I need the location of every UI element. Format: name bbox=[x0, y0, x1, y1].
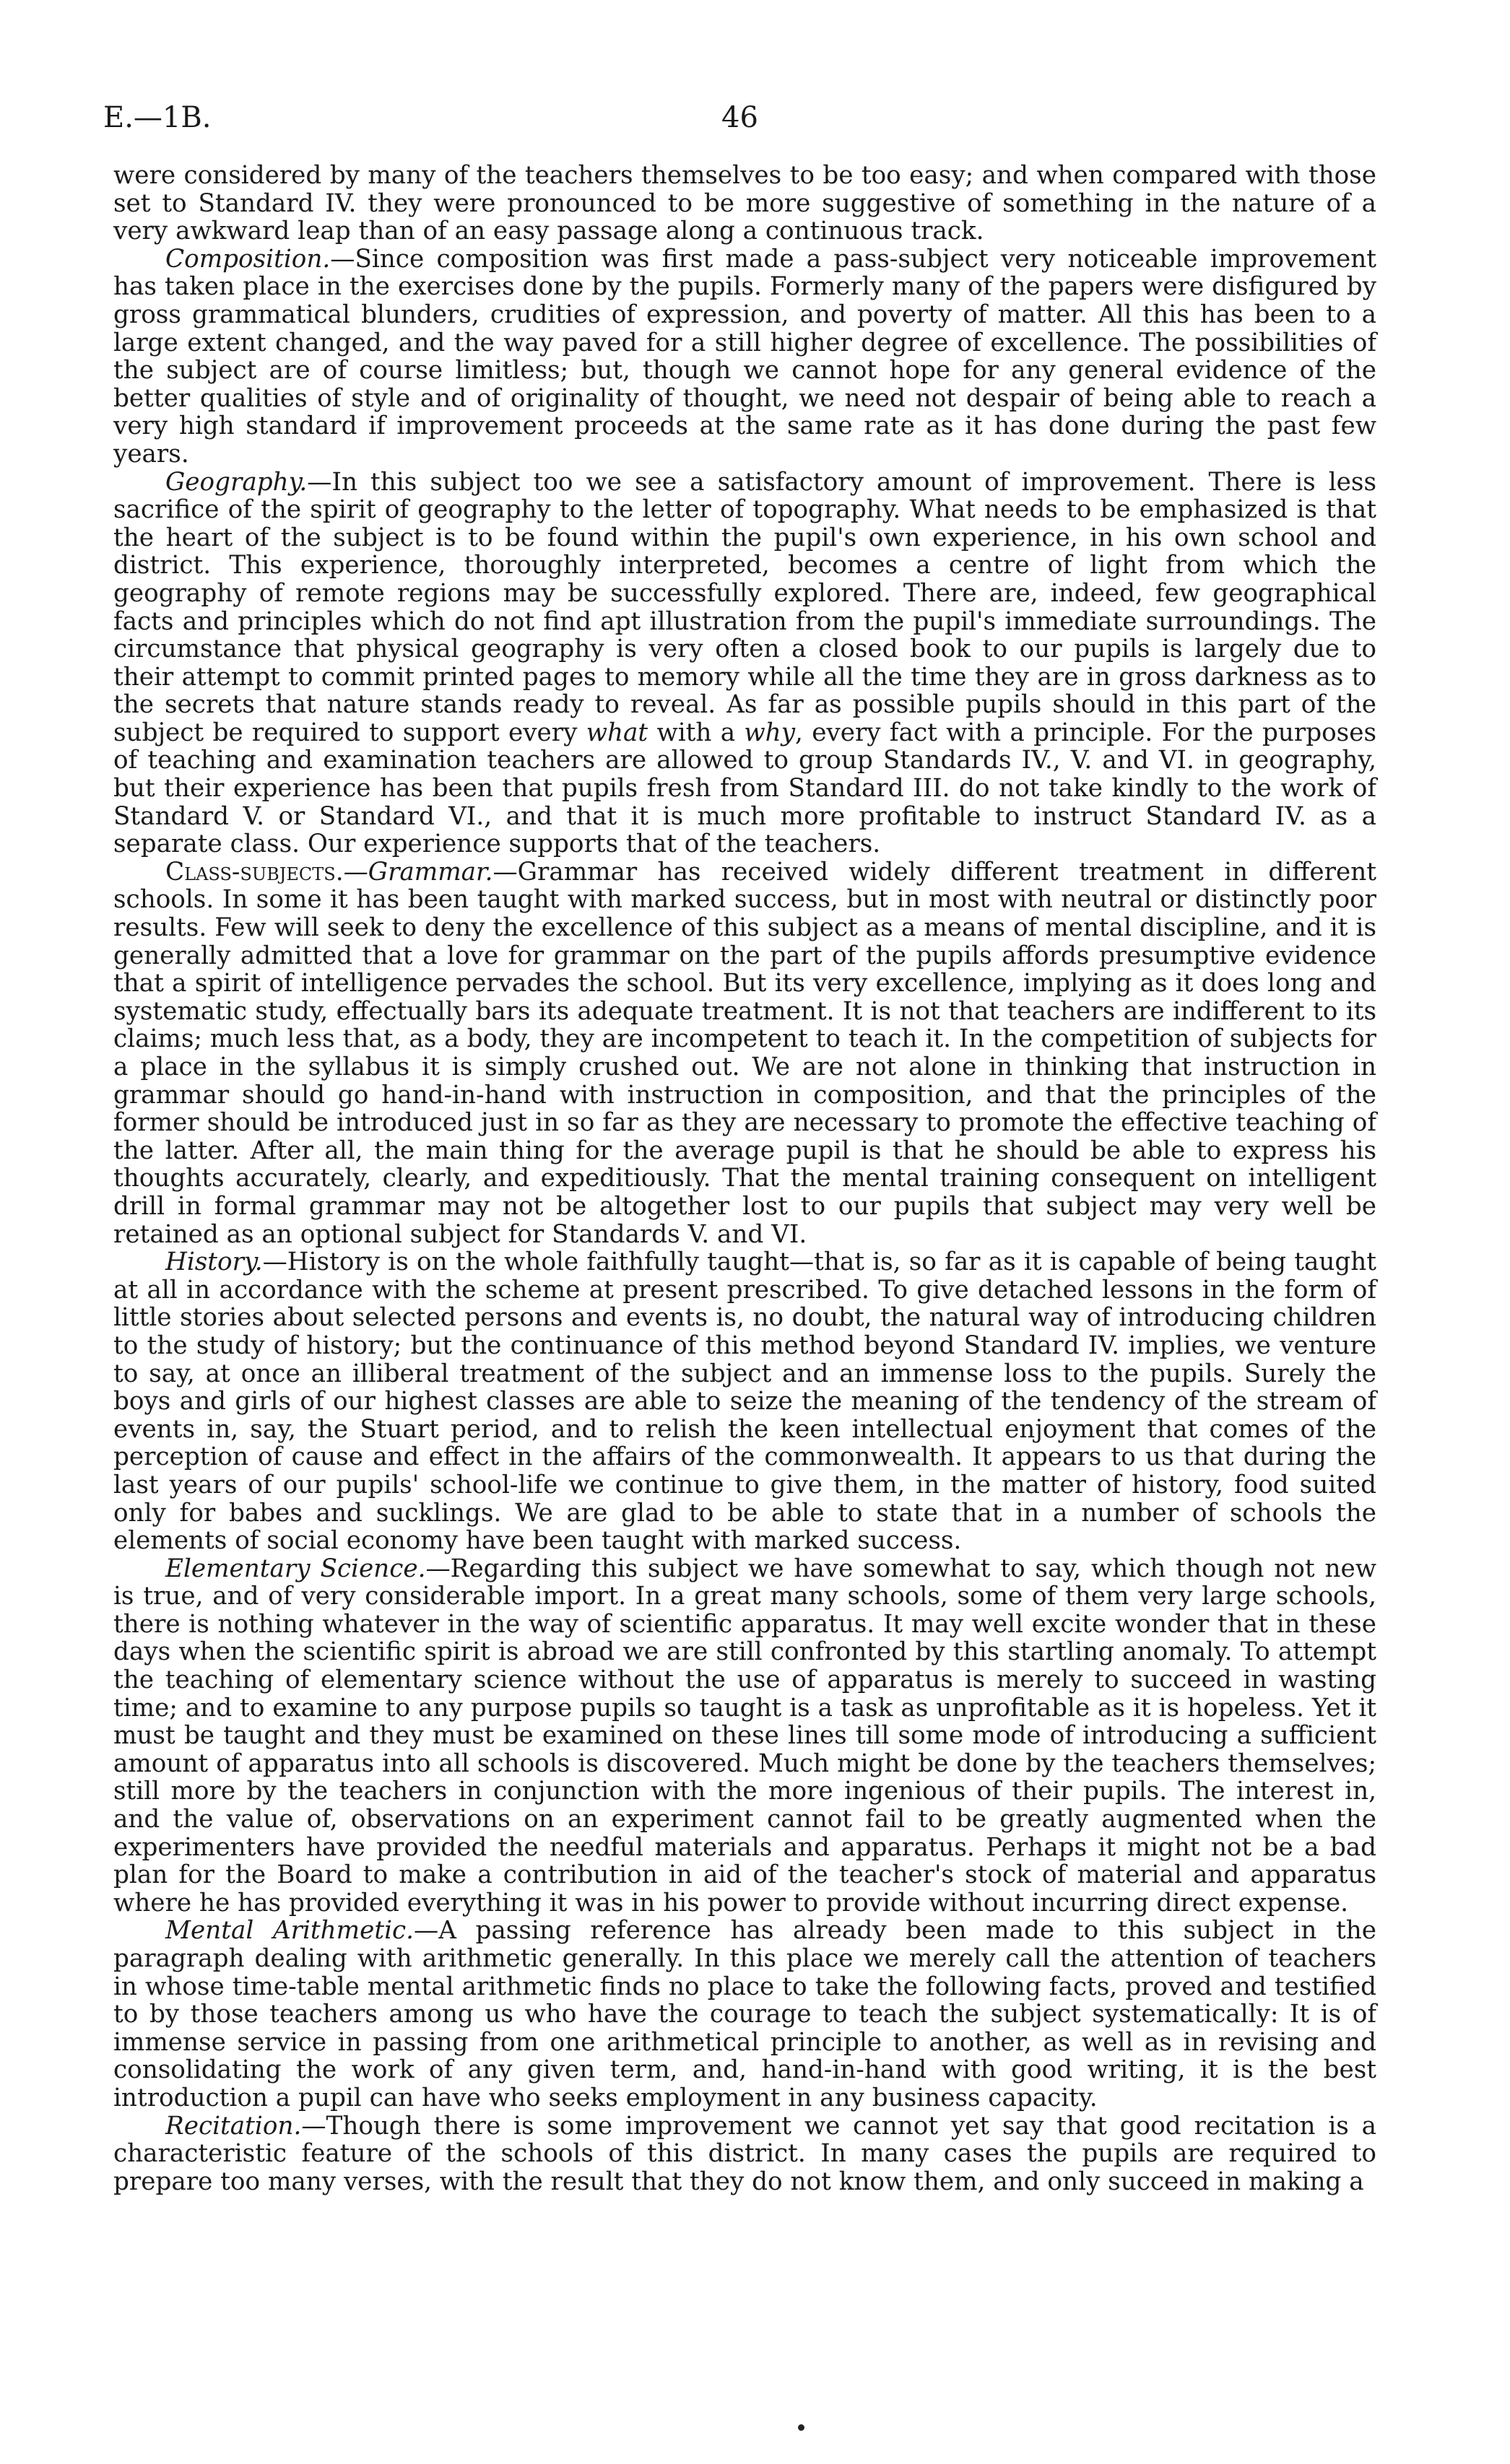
paragraph-text: —History is on the whole faithfully taught—that is, so far as it is capable of being taught at all in accordance with the scheme at present prescribed. To give detached lessons in the form of little stories about selected persons and events is, no doubt, the natural way of introducing children to the study of history; but the continuance of this method beyond Standard IV. implies, we venture to say, at once an illiberal treatment of the subject and an immense loss to the pupils. Surely the boys and girls of our highest classes are able to seize the meaning of the tendency of the stream of events in, say, the Stuart period, and to relish the keen intellectual enjoyment that comes of the perception of cause and effect in the affairs of the commonwealth. It appears to us that during the last years of our pupils' school-life we continue to give them, in the matter of history, food suited only for babes and sucklings. We are glad to be able to state that in a number of schools the elements of social economy have been taught with marked success. bbox=[113, 1248, 1376, 1556]
paragraph-text: —A passing reference has already been made to this subject in the paragraph dealing with arithmetic generally. In this place we merely call the attention of teachers in whose time-table mental arithmetic finds no place to take the following facts, proved and testified to by those teachers among us who have the courage to teach the subject systematically: It is of immense service in passing from one arithmetical principle to another, as well as in revising and consolidating the work of any given term, and, hand-in-hand with good writing, it is the best introduction a pupil can have who seeks employment in any business capacity. bbox=[113, 1916, 1376, 2112]
paragraph-text: were considered by many of the teachers themselves to be too easy; and when compared with those set to Standard IV. they were pronounced to be more suggestive of something in the nature of a very awkward leap than of an easy passage along a continuous track. bbox=[113, 161, 1376, 246]
emphasis-why: why bbox=[744, 718, 796, 747]
paragraph-text: —Grammar has received widely different treatment in different schools. In some it has been taught with marked success, but in most with neutral or distinctly poor results. Few will seek to deny the excellence of this subject as a means of mental discipline, and it is generally admitted that a love for grammar on the part of the pupils affords presumptive evidence that a spirit of intelligence pervades the school. But its very excellence, implying as it does long and systematic study, effectually bars its adequate treatment. It is not that teachers are indifferent to its claims; much less that, as a body, they are incompetent to teach it. In the competition of subjects for a place in the syllabus it is simply crushed out. We are not alone in thinking that instruction in grammar should go hand-in-hand with instruction in composition, and that the principles of the former should be introduced just in so far as they are necessary to promote the effective teaching of the latter. After all, the main thing for the average pupil is that he should be able to express his thoughts accurately, clearly, and expeditiously. That the mental training consequent on intelligent drill in formal grammar may not be altogether lost to our pupils that subject may very well be retained as an optional subject for Standards V. and VI. bbox=[113, 857, 1376, 1249]
page-footer-dot bbox=[798, 2424, 804, 2431]
paragraph-mental-arithmetic bbox=[113, 1917, 1376, 2112]
section-heading-recitation: Recitation. bbox=[165, 2111, 302, 2141]
paragraph-grammar bbox=[113, 858, 1376, 1248]
section-heading-elementary-science: Elementary Science. bbox=[165, 1554, 426, 1583]
paragraph-text: —Since composition was first made a pass-subject very noticeable improvement has taken place in the exercises done by the pupils. Formerly many of the papers were disfigured by gross grammatical blunders, crudities of expression, and poverty of matter. All this has been to a large extent changed, and the way paved for a still higher degree of excellence. The possibilities of the subject are of course limitless; but, though we cannot hope for any general evidence of the better qualities of style and of originality of thought, we need not despair of being able to reach a very high standard if improvement proceeds at the same rate as it has done during the past few years. bbox=[113, 244, 1376, 469]
paragraph-text: , every fact with a principle. For the purposes of teaching and examination teachers are allowed to group Standards IV., V. and VI. in geography, but their experience has been that pupils fresh from Standard III. do not take kindly to the work of Standard V. or Standard VI., and that it is much more profitable to instruct Standard IV. as a separate class. Our experience supports that of the teachers. bbox=[113, 718, 1376, 859]
page-number: 46 bbox=[721, 101, 758, 134]
paragraph-history bbox=[113, 1248, 1376, 1555]
emphasis-what: what bbox=[586, 718, 648, 747]
paragraph-elementary-science bbox=[113, 1555, 1376, 1917]
paragraph-composition bbox=[113, 245, 1376, 469]
section-heading-grammar: —Grammar. bbox=[343, 857, 493, 887]
paragraph-text: —Though there is some improvement we cannot yet say that good recitation is a characteristic feature of the schools of this district. In many cases the pupils are required to prepare too many verses, with the result that they do not know them, and only succeed in making a bbox=[113, 2111, 1376, 2196]
section-heading-class-subjects: Class-subjects. bbox=[165, 857, 344, 887]
page-header bbox=[103, 101, 1376, 144]
paragraph-recitation bbox=[113, 2112, 1376, 2196]
body-text bbox=[113, 162, 1376, 2195]
document-id: E.—1B. bbox=[103, 101, 212, 134]
section-heading-mental-arithmetic: Mental Arithmetic. bbox=[165, 1916, 415, 1946]
section-heading-composition: Composition. bbox=[165, 244, 331, 274]
paragraph-text: —In this subject too we see a satisfactory amount of improvement. There is less sacrifice of the spirit of geography to the letter of topography. What needs to be emphasized is that the heart of the subject is to be found within the pupil's own experience, in his own school and district. This experience, thoroughly interpreted, becomes a centre of light from which the geography of remote regions may be successfully explored. There are, indeed, few geographical facts and principles which do not find apt illustration from the pupil's immediate surroundings. The circumstance that physical geography is very often a closed book to our pupils is largely due to their attempt to commit printed pages to memory while all the time they are in gross darkness as to the secrets that nature stands ready to reveal. As far as possible pupils should in this part of the subject be required to support every bbox=[113, 467, 1376, 747]
paragraph-continuation bbox=[113, 162, 1376, 245]
paragraph-geography bbox=[113, 469, 1376, 858]
section-heading-geography: Geography. bbox=[165, 467, 308, 497]
section-heading-history: History. bbox=[165, 1248, 263, 1277]
paragraph-text: —Regarding this subject we have somewhat to say, which though not new is true, and of very considerable import. In a great many schools, some of them very large schools, there is nothing whatever in the way of scientific apparatus. It may well excite wonder that in these days when the scientific spirit is abroad we are still confronted by this startling anomaly. To attempt the teaching of elementary science without the use of apparatus is merely to succeed in wasting time; and to examine to any purpose pupils so taught is a task as unprofitable as it is hopeless. Yet it must be taught and they must be examined on these lines till some mode of introducing a sufficient amount of apparatus into all schools is discovered. Much might be done by the teachers themselves; still more by the teachers in conjunction with the more ingenious of their pupils. The interest in, and the value of, observations on an experiment cannot fail to be greatly augmented when the experimenters have provided the needful materials and apparatus. Perhaps it might not be a bad plan for the Board to make a contribution in aid of the teacher's stock of material and apparatus where he has provided everything it was in his power to provide without incurring direct expense. bbox=[113, 1554, 1376, 1917]
paragraph-text: with a bbox=[648, 718, 745, 747]
